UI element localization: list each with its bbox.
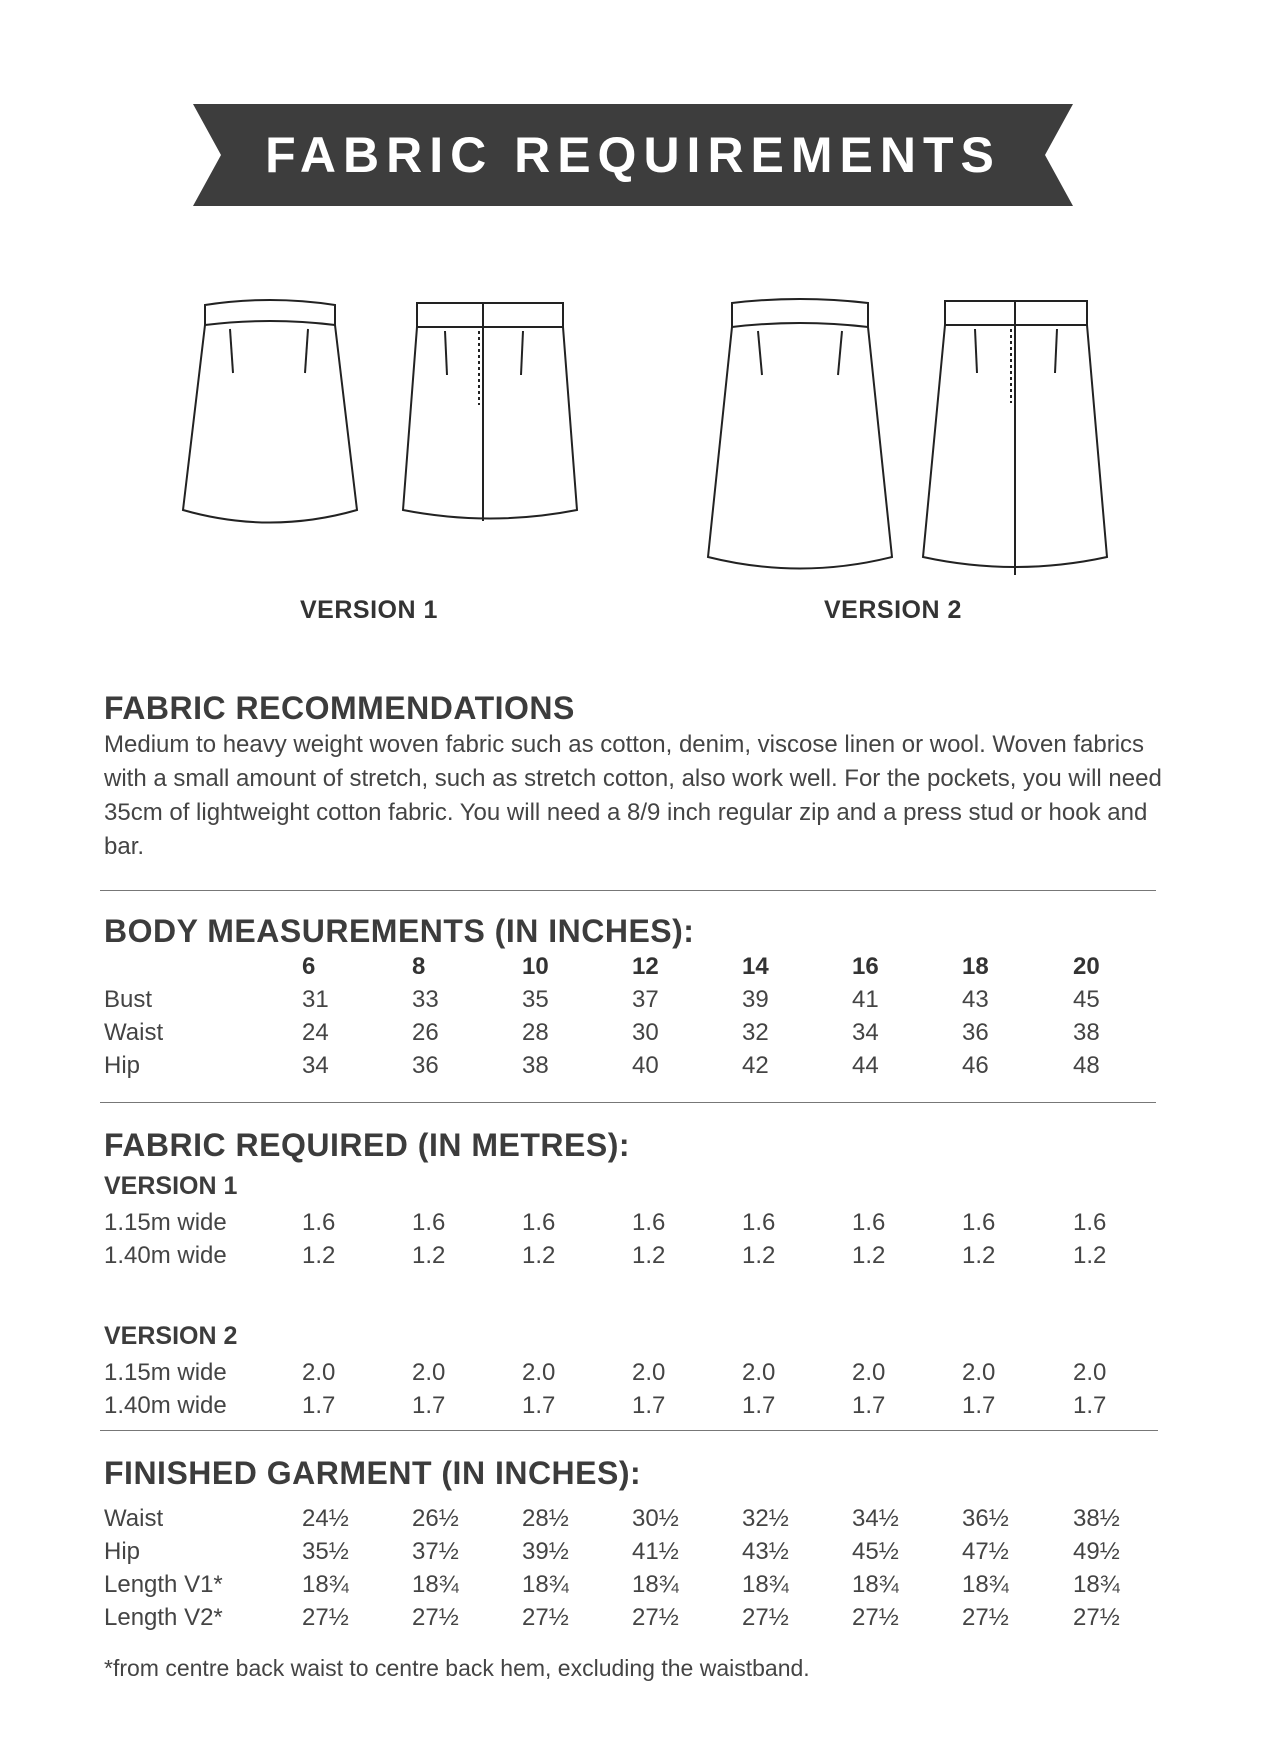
table-cell: 33 [412, 986, 439, 1013]
table-cell: 1.2 [962, 1242, 996, 1269]
table-cell: 1.7 [632, 1392, 666, 1419]
row-label: Waist [104, 1505, 164, 1532]
size-header-cell: 10 [522, 953, 549, 980]
version-subhead: VERSION 1 [104, 1172, 238, 1200]
table-cell: 35 [522, 986, 549, 1013]
table-cell: 37½ [412, 1538, 459, 1565]
table-cell: 27½ [1073, 1604, 1120, 1631]
row-label: 1.15m wide [104, 1359, 227, 1386]
row-label: Hip [104, 1052, 141, 1079]
version1-label: VERSION 1 [300, 596, 438, 624]
table-cell: 43½ [742, 1538, 789, 1565]
table-cell: 48 [1073, 1052, 1100, 1079]
row-label: Length V2* [104, 1604, 223, 1631]
table-row [0, 1568, 1268, 1602]
table-cell: 1.6 [962, 1209, 996, 1236]
table-cell: 36 [962, 1019, 989, 1046]
table-row [0, 1389, 1268, 1423]
table-cell: 41½ [632, 1538, 679, 1565]
table-cell: 1.2 [302, 1242, 336, 1269]
table-cell: 2.0 [412, 1359, 446, 1386]
table-row [0, 1206, 1268, 1240]
version2-front-skirt-drawing [700, 295, 900, 585]
table-cell: 2.0 [742, 1359, 776, 1386]
row-label: 1.40m wide [104, 1392, 227, 1419]
table-cell: 1.7 [522, 1392, 556, 1419]
table-cell: 27½ [522, 1604, 569, 1631]
recommendations-text: Medium to heavy weight woven fabric such as cotton, denim, viscose linen or wool. Woven fabrics with a small amount of stretch, such as stretch cotton, also work well. For the pockets, you will need 35cm of lightweight cotton fabric. You will need a 8/9 inch regular zip and a press stud or hook and bar. [104, 731, 1162, 860]
table-row [0, 1502, 1268, 1536]
table-cell: 27½ [852, 1604, 899, 1631]
table-cell: 2.0 [632, 1359, 666, 1386]
table-cell: 27½ [412, 1604, 459, 1631]
table-cell: 42 [742, 1052, 769, 1079]
table-cell: 1.6 [852, 1209, 886, 1236]
row-label: 1.15m wide [104, 1209, 227, 1236]
table-cell: 24½ [302, 1505, 349, 1532]
table-cell: 40 [632, 1052, 659, 1079]
table-cell: 36½ [962, 1505, 1009, 1532]
table-cell: 1.7 [302, 1392, 336, 1419]
table-cell: 1.7 [1073, 1392, 1107, 1419]
table-cell: 38½ [1073, 1505, 1120, 1532]
table-cell: 18¾ [962, 1571, 1009, 1598]
table-cell: 1.7 [962, 1392, 996, 1419]
table-row [0, 1356, 1268, 1390]
table-cell: 27½ [962, 1604, 1009, 1631]
version2-label: VERSION 2 [824, 596, 962, 624]
table-cell: 1.6 [1073, 1209, 1107, 1236]
table-cell: 26 [412, 1019, 439, 1046]
table-cell: 34 [852, 1019, 879, 1046]
table-cell: 1.2 [412, 1242, 446, 1269]
size-header-cell: 16 [852, 953, 879, 980]
table-cell: 2.0 [962, 1359, 996, 1386]
row-label: Waist [104, 1019, 164, 1046]
table-cell: 1.6 [302, 1209, 336, 1236]
size-header-cell: 6 [302, 953, 316, 980]
table-cell: 37 [632, 986, 659, 1013]
table-cell: 35½ [302, 1538, 349, 1565]
table-cell: 32 [742, 1019, 769, 1046]
table-cell: 1.6 [522, 1209, 556, 1236]
size-header-cell: 14 [742, 953, 769, 980]
table-cell: 39½ [522, 1538, 569, 1565]
table-cell: 1.7 [852, 1392, 886, 1419]
table-row [0, 1535, 1268, 1569]
footnote: *from centre back waist to centre back hem, excluding the waistband. [104, 1655, 810, 1681]
table-cell: 34 [302, 1052, 329, 1079]
table-cell: 32½ [742, 1505, 789, 1532]
finished-garment-title: FINISHED GARMENT (IN INCHES): [104, 1455, 642, 1491]
body-measurements-title: BODY MEASUREMENTS (IN INCHES): [104, 913, 695, 949]
table-cell: 1.2 [742, 1242, 776, 1269]
table-cell: 39 [742, 986, 769, 1013]
table-cell: 49½ [1073, 1538, 1120, 1565]
table-cell: 2.0 [1073, 1359, 1107, 1386]
table-cell: 18¾ [302, 1571, 349, 1598]
table-cell: 2.0 [852, 1359, 886, 1386]
version1-back-skirt-drawing [395, 295, 585, 530]
size-header-cell: 12 [632, 953, 659, 980]
table-cell: 41 [852, 986, 879, 1013]
table-cell: 26½ [412, 1505, 459, 1532]
row-label: Length V1* [104, 1571, 223, 1598]
divider [100, 890, 1156, 891]
size-header-row [0, 950, 1268, 984]
size-header-cell: 20 [1073, 953, 1100, 980]
table-row [0, 983, 1268, 1017]
size-header-cell: 8 [412, 953, 426, 980]
table-cell: 1.6 [742, 1209, 776, 1236]
table-cell: 24 [302, 1019, 329, 1046]
table-cell: 18¾ [1073, 1571, 1120, 1598]
table-cell: 1.6 [632, 1209, 666, 1236]
table-cell: 38 [522, 1052, 549, 1079]
version-subhead: VERSION 2 [104, 1322, 238, 1350]
divider [100, 1102, 1156, 1103]
table-cell: 28 [522, 1019, 549, 1046]
row-label: 1.40m wide [104, 1242, 227, 1269]
table-cell: 2.0 [522, 1359, 556, 1386]
table-cell: 18¾ [852, 1571, 899, 1598]
table-cell: 28½ [522, 1505, 569, 1532]
version2-back-skirt-drawing [915, 295, 1115, 585]
table-cell: 1.6 [412, 1209, 446, 1236]
table-cell: 43 [962, 986, 989, 1013]
table-cell: 38 [1073, 1019, 1100, 1046]
fabric-required-title: FABRIC REQUIRED (IN METRES): [104, 1127, 630, 1163]
table-cell: 27½ [742, 1604, 789, 1631]
row-label: Hip [104, 1538, 141, 1565]
size-header-cell: 18 [962, 953, 989, 980]
table-row [0, 1239, 1268, 1273]
table-cell: 18¾ [742, 1571, 789, 1598]
table-cell: 1.7 [742, 1392, 776, 1419]
table-cell: 2.0 [302, 1359, 336, 1386]
divider [100, 1430, 1158, 1431]
table-row [0, 1601, 1268, 1635]
table-cell: 36 [412, 1052, 439, 1079]
table-cell: 34½ [852, 1505, 899, 1532]
table-cell: 46 [962, 1052, 989, 1079]
table-cell: 18¾ [522, 1571, 569, 1598]
table-cell: 27½ [632, 1604, 679, 1631]
page-title: FABRIC REQUIREMENTS [265, 127, 1001, 183]
row-label: Bust [104, 986, 153, 1013]
title-banner [193, 104, 1073, 206]
table-cell: 18¾ [632, 1571, 679, 1598]
table-cell: 1.2 [522, 1242, 556, 1269]
table-cell: 1.7 [412, 1392, 446, 1419]
table-cell: 47½ [962, 1538, 1009, 1565]
table-cell: 1.2 [632, 1242, 666, 1269]
table-cell: 30½ [632, 1505, 679, 1532]
table-cell: 18¾ [412, 1571, 459, 1598]
table-cell: 1.2 [852, 1242, 886, 1269]
table-cell: 30 [632, 1019, 659, 1046]
table-cell: 45 [1073, 986, 1100, 1013]
table-cell: 45½ [852, 1538, 899, 1565]
table-row [0, 1049, 1268, 1083]
version1-front-skirt-drawing [175, 295, 365, 530]
table-cell: 44 [852, 1052, 879, 1079]
table-cell: 27½ [302, 1604, 349, 1631]
recommendations-title: FABRIC RECOMMENDATIONS [104, 690, 575, 726]
table-cell: 1.2 [1073, 1242, 1107, 1269]
table-row [0, 1016, 1268, 1050]
table-cell: 31 [302, 986, 329, 1013]
